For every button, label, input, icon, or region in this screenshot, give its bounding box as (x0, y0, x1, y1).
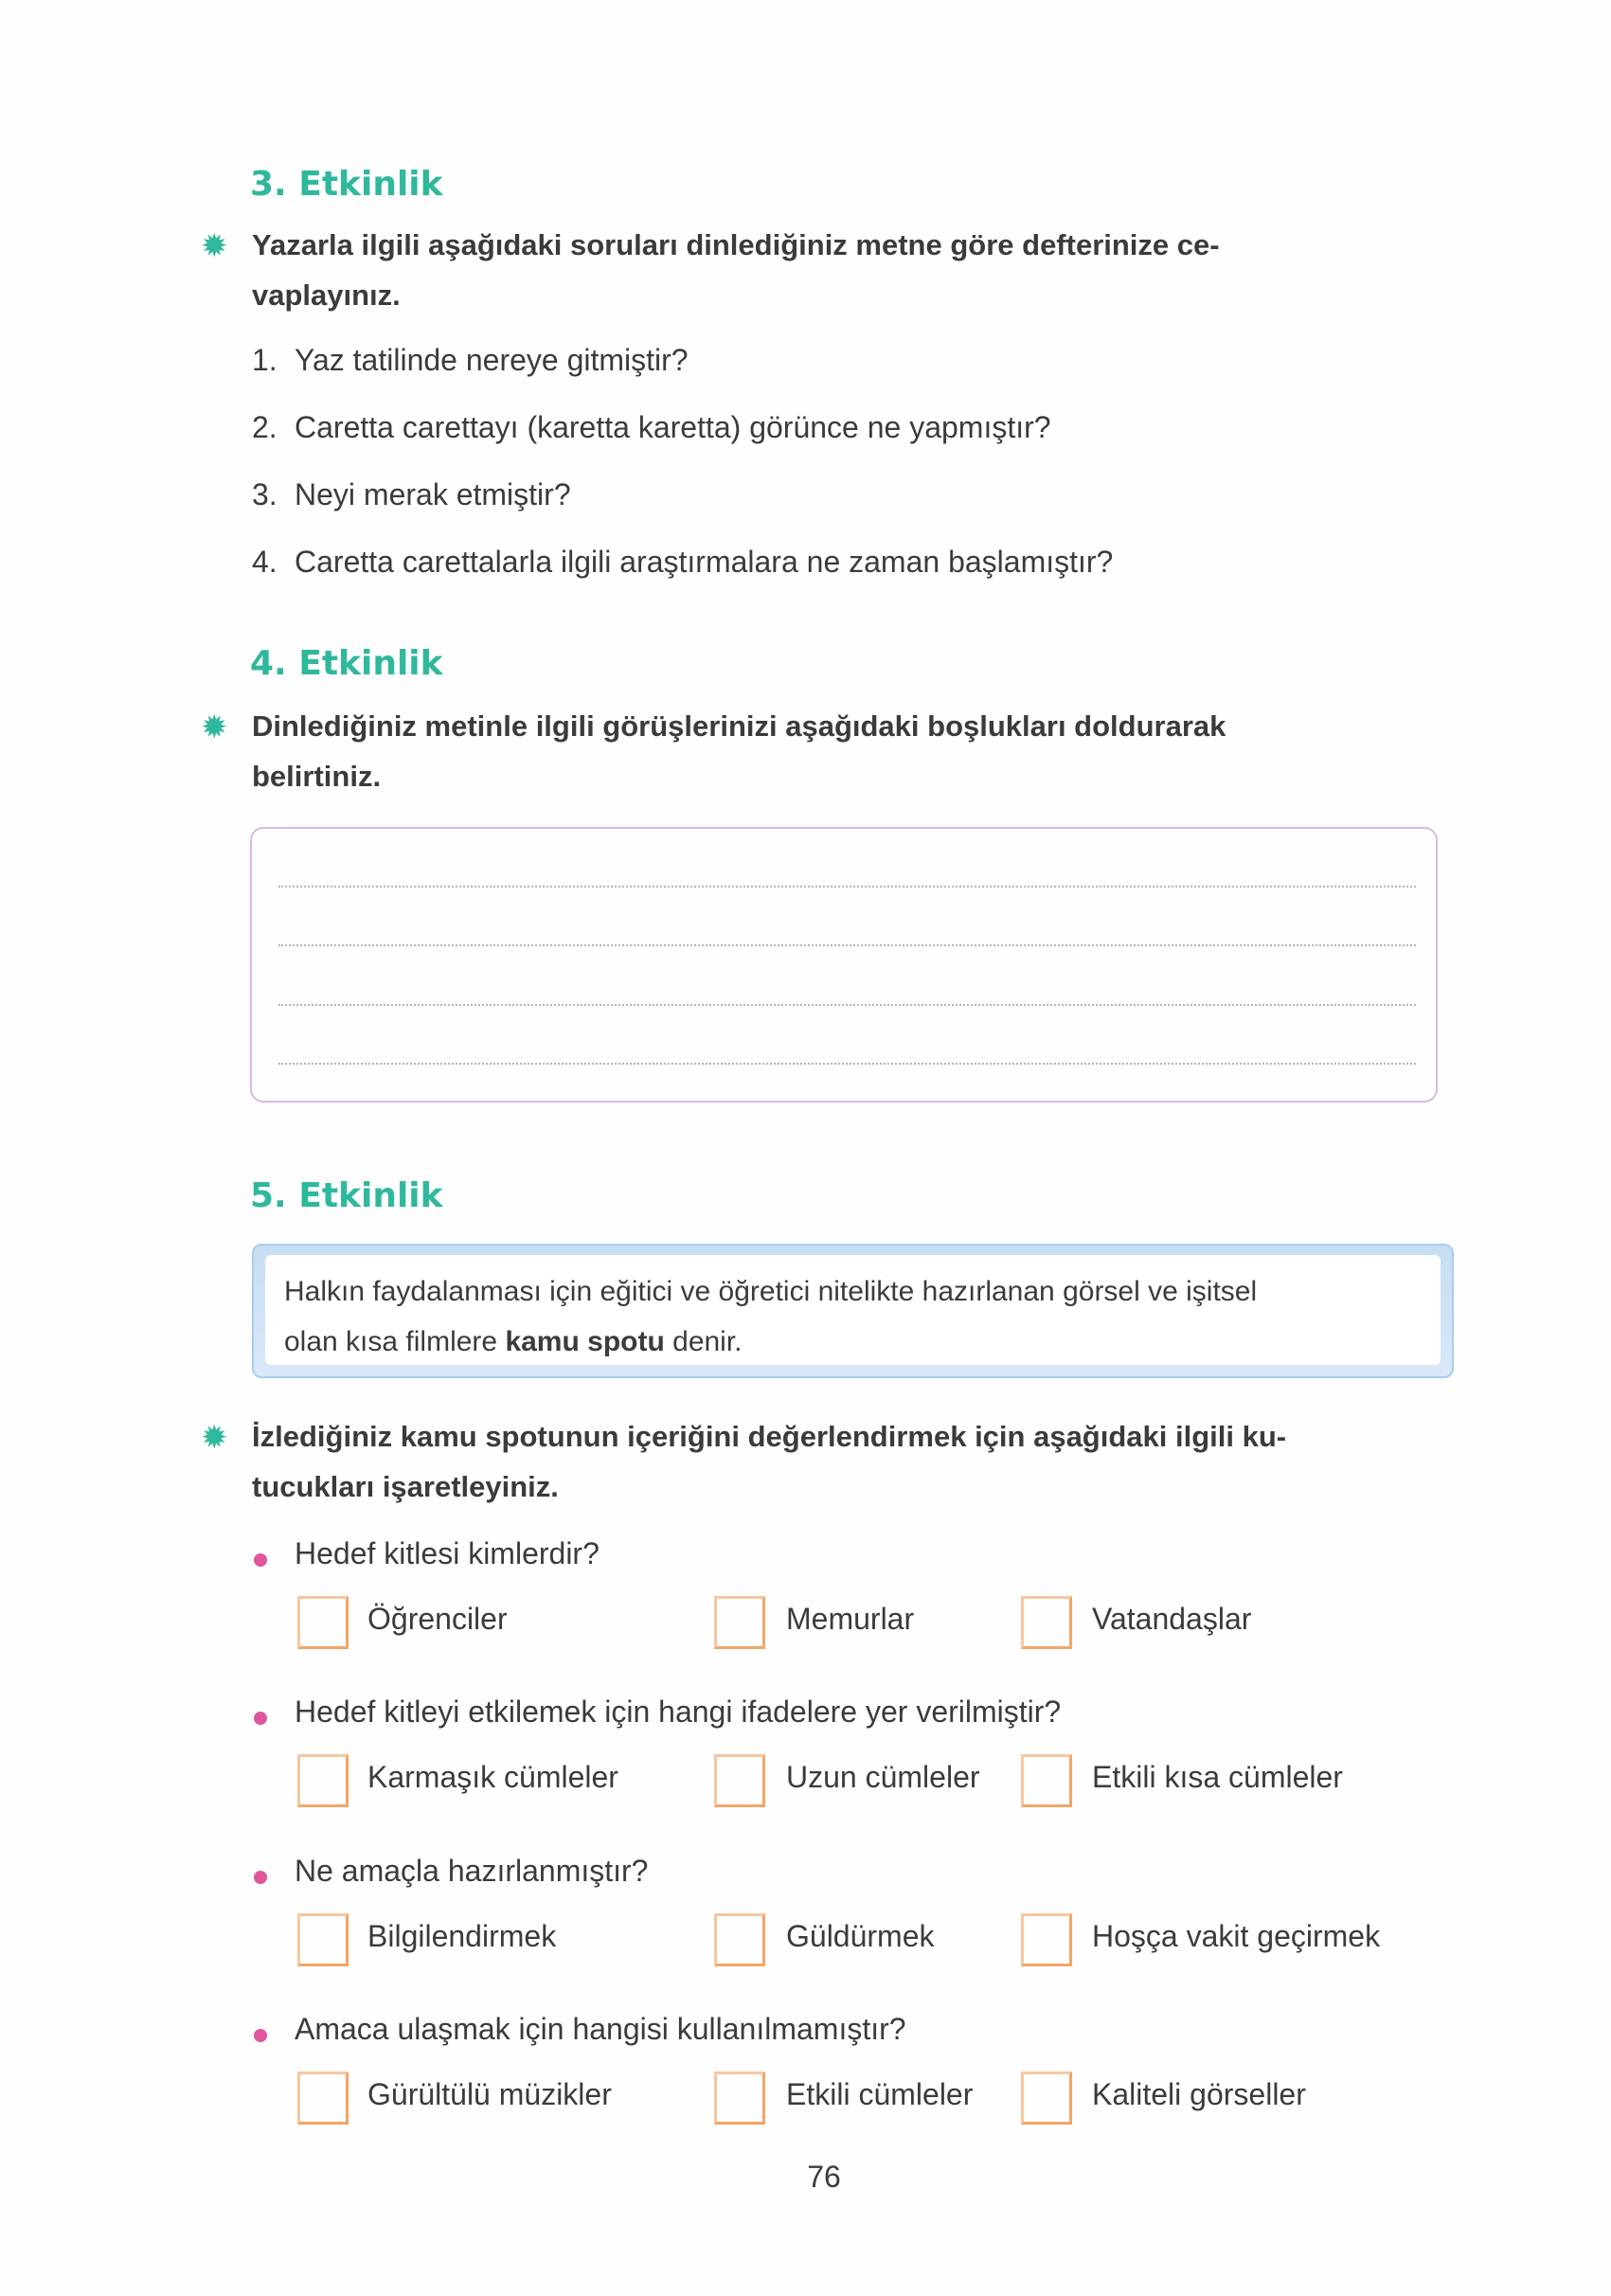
definition-text: denir. (664, 1326, 743, 1357)
writing-line[interactable] (278, 1063, 1416, 1065)
question-text: Caretta carettayı (karetta karetta) görünce ne yapmıştır? (295, 410, 1051, 444)
activity-3-instruction (252, 220, 1457, 320)
page-number: 76 (807, 2160, 841, 2194)
writing-line[interactable] (278, 1004, 1416, 1006)
option-label: Güldürmek (786, 1919, 935, 1953)
instruction-line: vaplayınız. (252, 278, 401, 312)
evaluation-question: Hedef kitlesi kimlerdir? (295, 1536, 600, 1570)
activity-3-title: 3. Etkinlik (250, 165, 443, 204)
bullet-icon (254, 1871, 267, 1884)
option-checkbox[interactable] (1021, 1913, 1072, 1966)
option-label: Uzun cümleler (786, 1760, 980, 1794)
instruction-line: tucukları işaretleyiniz. (252, 1470, 559, 1503)
opinion-writing-box[interactable] (250, 827, 1438, 1103)
option-label: Hoşça vakit geçirmek (1092, 1919, 1381, 1953)
evaluation-question: Hedef kitleyi etkilemek için hangi ifadelere yer verilmiştir? (295, 1695, 1062, 1729)
question-item (252, 545, 1113, 580)
question-text: Neyi merak etmiştir? (295, 477, 571, 511)
option-label: Etkili kısa cümleler (1092, 1760, 1343, 1794)
option-checkbox[interactable] (297, 1596, 349, 1649)
instruction-line: Yazarla ilgili aşağıdaki soruları dinlediğiniz metne göre defterinize ce- (252, 228, 1220, 261)
star-icon: ✹ (201, 1420, 228, 1456)
option-checkbox[interactable] (714, 1754, 765, 1807)
writing-line[interactable] (278, 944, 1416, 946)
option-label: Karmaşık cümleler (367, 1760, 618, 1794)
definition-box (252, 1244, 1454, 1378)
question-item (252, 343, 689, 378)
writing-line[interactable] (278, 886, 1416, 888)
star-icon: ✹ (201, 228, 228, 264)
question-number: 2. (252, 410, 277, 444)
activity-5-title: 5. Etkinlik (250, 1176, 443, 1215)
definition-line: Halkın faydalanması için eğitici ve öğretici nitelikte hazırlanan görsel ve işitsel (284, 1276, 1258, 1307)
option-checkbox[interactable] (1021, 2072, 1072, 2125)
question-number: 3. (252, 477, 277, 511)
option-checkbox[interactable] (297, 1913, 349, 1966)
bullet-icon (254, 1553, 267, 1567)
bullet-icon (254, 1712, 267, 1725)
question-number: 4. (252, 545, 277, 579)
question-text: Yaz tatilinde nereye gitmiştir? (295, 343, 689, 377)
question-number: 1. (252, 343, 277, 377)
instruction-line: Dinlediğiniz metinle ilgili görüşlerinizi aşağıdaki boşlukları doldurarak (252, 709, 1226, 743)
instruction-line: belirtiniz. (252, 760, 382, 793)
evaluation-question: Amaca ulaşmak için hangisi kullanılmamıştır? (295, 2012, 906, 2046)
option-checkbox[interactable] (1021, 1754, 1072, 1807)
bullet-icon (254, 2029, 267, 2042)
instruction-line: İzlediğiniz kamu spotunun içeriğini değerlendirmek için aşağıdaki ilgili ku- (252, 1420, 1287, 1453)
question-item (252, 410, 1051, 445)
activity-5-instruction (252, 1411, 1457, 1512)
activity-4-title: 4. Etkinlik (250, 644, 443, 683)
option-checkbox[interactable] (714, 1913, 765, 1966)
option-label: Bilgilendirmek (367, 1919, 557, 1953)
definition-term: kamu spotu (505, 1326, 665, 1357)
option-label: Vatandaşlar (1092, 1602, 1252, 1636)
question-text: Caretta carettalarla ilgili araştırmalara ne zaman başlamıştır? (295, 545, 1114, 579)
option-checkbox[interactable] (297, 1754, 349, 1807)
evaluation-question: Ne amaçla hazırlanmıştır? (295, 1854, 649, 1888)
star-icon: ✹ (201, 709, 228, 745)
question-item (252, 477, 571, 512)
option-label: Gürültülü müzikler (367, 2077, 612, 2111)
option-label: Etkili cümleler (786, 2077, 974, 2111)
option-checkbox[interactable] (297, 2072, 349, 2125)
option-checkbox[interactable] (1021, 1596, 1072, 1649)
option-label: Kaliteli görseller (1092, 2077, 1306, 2111)
activity-4-instruction (252, 701, 1457, 801)
option-label: Öğrenciler (367, 1602, 508, 1636)
option-label: Memurlar (786, 1602, 915, 1636)
option-checkbox[interactable] (714, 1596, 765, 1649)
definition-line (284, 1317, 1422, 1367)
definition-text: olan kısa filmlere (284, 1326, 506, 1357)
option-checkbox[interactable] (714, 2072, 765, 2125)
